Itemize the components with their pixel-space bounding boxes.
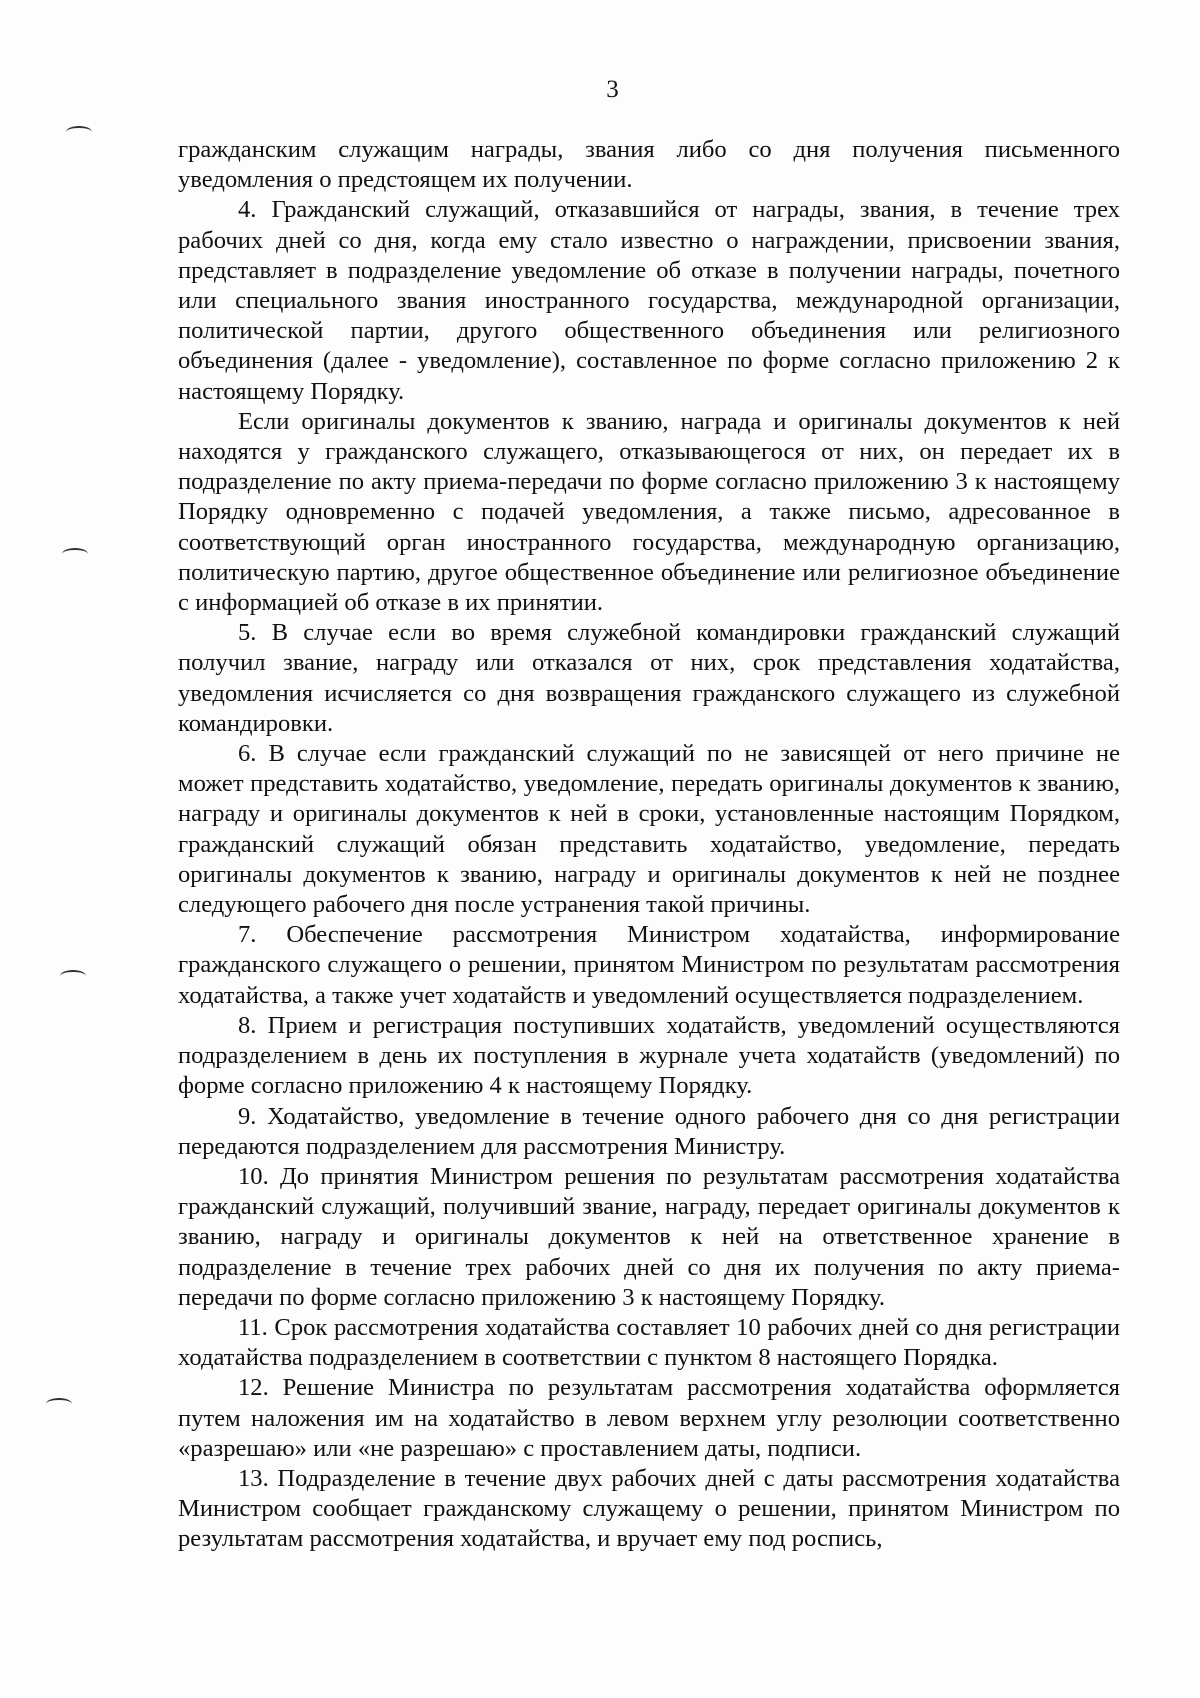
paragraph-item-10: 10. До принятия Министром решения по результатам рассмотрения ходатайства гражданский служащий, получивший звание, награду, передает оригиналы документов к званию, награду и оригиналы документов к ней на ответственное хранение в подразделение в течение трех рабочих дней со дня их получения по акту приема-передачи по форме согласно приложению 3 к настоящему Порядку. [178,1162,1120,1311]
paragraph-item-4-originals: Если оригиналы документов к званию, награда и оригиналы документов к ней находятся у гражданского служащего, отказывающегося от них, он передает их в подразделение по акту приема-передачи по форме согласно приложению 3 к настоящему Порядку одновременно с подачей уведомления, а также письмо, адресованное в соответствующий орган иностранного государства, международную организацию, политическую партию, другое общественное объединение или религиозное объединение с информацией об отказе в их принятии. [178,407,1120,617]
paragraph-item-7: 7. Обеспечение рассмотрения Министром ходатайства, информирование гражданского служащего о решении, принятом Министром по результатам рассмотрения ходатайства, а также учет ходатайств и уведомлений осуществляется подразделением. [178,921,1120,1009]
paragraph-item-9: 9. Ходатайство, уведомление в течение одного рабочего дня со дня регистрации передаются подразделением для рассмотрения Министру. [178,1102,1120,1160]
document-body [178,135,1120,1555]
hole-punch-mark-2 [62,548,88,560]
hole-punch-mark-4 [46,1398,72,1410]
paragraph-item-11: 11. Срок рассмотрения ходатайства составляет 10 рабочих дней со дня регистрации ходатайства подразделением в соответствии с пунктом 8 настоящего Порядка. [178,1313,1120,1372]
paragraph-item-4: 4. Гражданский служащий, отказавшийся от награды, звания, в течение трех рабочих дней со дня, когда ему стало известно о награждении, присвоении звания, представляет в подразделение уведомление об отказе в получении награды, почетного или специального звания иностранного государства, международной организации, политической партии, другого общественного объединения или религиозного объединения (далее - уведомление), составленное по форме согласно приложению 2 к настоящему Порядку. [178,196,1120,405]
paragraph-item-13: 13. Подразделение в течение двух рабочих дней с даты рассмотрения ходатайства Министром сообщает гражданскому служащему о решении, принятом Министром по результатам рассмотрения ходатайства, и вручает ему под роспись, [178,1464,1120,1553]
page-number: 3 [606,76,619,103]
paragraph-continuation: гражданским служащим награды, звания либо со дня получения письменного уведомления о предстоящем их получении. [178,136,1120,194]
paragraph-item-5: 5. В случае если во время служебной командировки гражданский служащий получил звание, награду или отказался от них, срок представления ходатайства, уведомления исчисляется со дня возвращения гражданского служащего из служебной командировки. [178,619,1120,737]
hole-punch-mark-3 [60,970,86,982]
hole-punch-mark-1 [66,126,92,138]
paragraph-item-8: 8. Прием и регистрация поступивших ходатайств, уведомлений осуществляются подразделением в день их поступления в журнале учета ходатайств (уведомлений) по форме согласно приложению 4 к настоящему Порядку. [178,1011,1120,1100]
paragraph-item-6: 6. В случае если гражданский служащий по не зависящей от него причине не может представить ходатайство, уведомление, передать оригиналы документов к званию, награду и оригиналы документов к ней в сроки, установленные настоящим Порядком, гражданский служащий обязан представить ходатайство, уведомление, передать оригиналы документов к званию, награду и оригиналы документов к ней не позднее следующего рабочего дня после устранения такой причины. [178,740,1120,919]
paragraph-item-12: 12. Решение Министра по результатам рассмотрения ходатайства оформляется путем наложения им на ходатайство в левом верхнем углу резолюции соответственно «разрешаю» или «не разрешаю» с проставлением даты, подписи. [178,1374,1120,1462]
